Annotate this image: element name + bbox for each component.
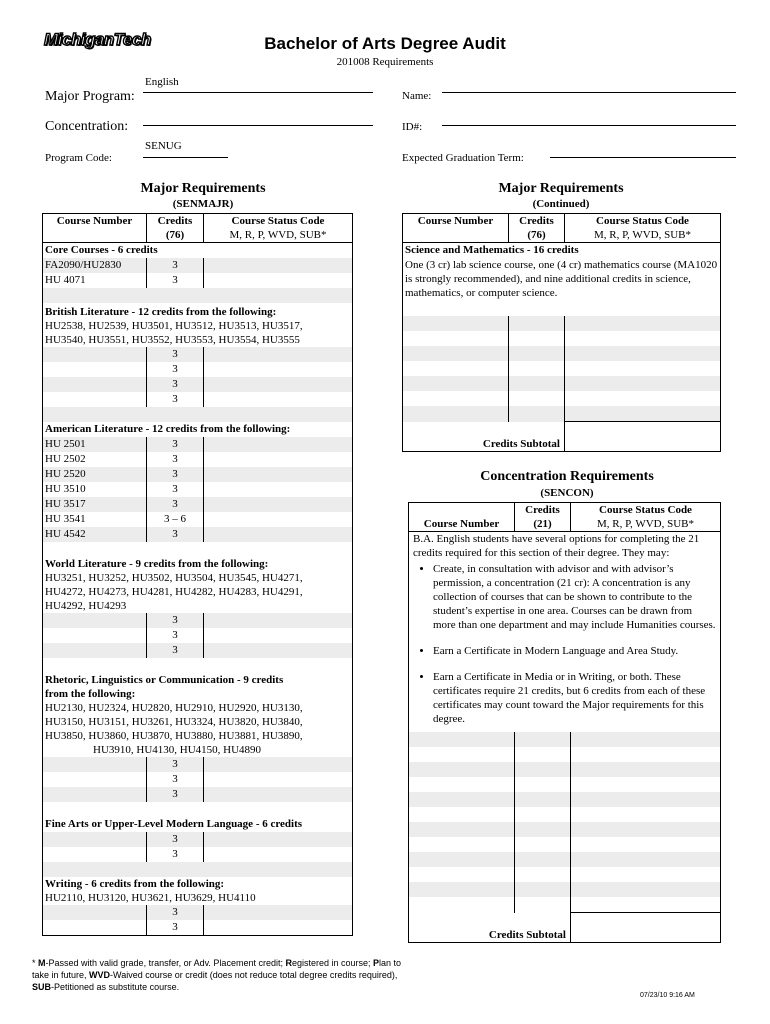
table-row[interactable]: [403, 361, 721, 376]
table-row[interactable]: [409, 837, 721, 852]
major-program-line[interactable]: [143, 92, 373, 93]
table-row[interactable]: [43, 920, 353, 936]
table-row[interactable]: [409, 882, 721, 897]
credits-total: (76): [165, 229, 185, 241]
credits: 3: [147, 772, 204, 787]
status-cell[interactable]: [204, 482, 353, 497]
document-title: Bachelor of Arts Degree Audit: [264, 34, 506, 53]
credits: 3: [147, 362, 204, 377]
grad-term-line[interactable]: [550, 157, 736, 158]
table-header: [403, 214, 721, 243]
status-cell[interactable]: [204, 643, 353, 658]
status-cell[interactable]: [204, 920, 353, 936]
credits-subtotal-field[interactable]: [565, 422, 721, 452]
world-lit-list: HU4272, HU4273, HU4281, HU4282, HU4283, HU4291,: [45, 586, 303, 598]
spacer: [43, 802, 353, 817]
concentration-requirements-table: [408, 502, 721, 943]
table-row[interactable]: [409, 762, 721, 777]
status-cell[interactable]: [571, 897, 721, 913]
credits: 3: [147, 273, 204, 288]
status-cell[interactable]: [565, 316, 721, 331]
status-cell[interactable]: [204, 847, 353, 862]
table-row[interactable]: [409, 822, 721, 837]
col-credits: [509, 214, 565, 243]
major-requirements-continued-title: Major Requirements: [498, 181, 624, 196]
table-row[interactable]: [409, 792, 721, 807]
status-cell[interactable]: [204, 258, 353, 273]
credits: 3: [147, 452, 204, 467]
status-cell[interactable]: [204, 832, 353, 847]
status-cell[interactable]: [571, 837, 721, 852]
course-number: FA2090/HU2830: [43, 258, 147, 273]
code-m: M: [38, 958, 46, 968]
credits: 3: [147, 628, 204, 643]
footnote-text: -Passed with valid grade, transfer, or Adv. Placement credit;: [45, 958, 286, 968]
status-cell[interactable]: [571, 792, 721, 807]
footnote-star: *: [32, 958, 39, 968]
status-cell[interactable]: [204, 628, 353, 643]
program-code-value: SENUG: [145, 140, 182, 152]
credits: 3: [147, 482, 204, 497]
table-row[interactable]: [409, 777, 721, 792]
table-row[interactable]: [409, 852, 721, 867]
table-row[interactable]: [409, 732, 721, 747]
spacer: [43, 658, 353, 673]
status-cell[interactable]: [571, 852, 721, 867]
rhetoric-list: HU3910, HU4130, HU4150, HU4890: [93, 744, 262, 756]
table-row[interactable]: [43, 467, 353, 482]
spacer: [43, 542, 353, 557]
course-number: HU 3517: [43, 497, 147, 512]
status-cell[interactable]: [204, 467, 353, 482]
rhetoric-list: HU2130, HU2324, HU2820, HU2910, HU2920, HU3130,: [45, 702, 303, 714]
credits-label: Credits: [157, 215, 193, 227]
course-number: HU 3541: [43, 512, 147, 527]
course-number: HU 2502: [43, 452, 147, 467]
status-cell[interactable]: [571, 882, 721, 897]
col-status: [204, 214, 353, 243]
col-credits: [515, 503, 571, 532]
credits-total: (21): [533, 518, 552, 530]
credits: 3: [147, 437, 204, 452]
status-cell[interactable]: [204, 613, 353, 628]
code-wvd: WVD: [89, 970, 111, 980]
program-code-line[interactable]: [143, 157, 228, 158]
status-codes: M, R, P, WVD, SUB*: [597, 518, 694, 530]
course-number: HU 4542: [43, 527, 147, 542]
table-row[interactable]: [403, 391, 721, 406]
table-row[interactable]: [403, 316, 721, 331]
table-row[interactable]: [43, 847, 353, 862]
world-lit-list: HU3251, HU3252, HU3502, HU3504, HU3545, HU4271,: [45, 572, 303, 584]
credits: 3: [147, 377, 204, 392]
fine-arts-title: Fine Arts or Upper-Level Modern Language - 6 credits: [43, 817, 353, 832]
status-codes: M, R, P, WVD, SUB*: [229, 229, 327, 241]
world-lit-title: World Literature - 9 credits from the following:: [45, 558, 269, 570]
status-cell[interactable]: [571, 762, 721, 777]
col-status: [565, 214, 721, 243]
table-row[interactable]: [43, 273, 353, 288]
course-number: HU 4071: [43, 273, 147, 288]
table-row[interactable]: [409, 867, 721, 882]
footnote-text: egistered in course;: [291, 958, 374, 968]
table-row[interactable]: [43, 628, 353, 643]
rhetoric-title: from the following:: [45, 688, 136, 700]
status-cell[interactable]: [565, 376, 721, 391]
table-row[interactable]: [43, 452, 353, 467]
science-math-title: Science and Mathematics - 16 credits: [403, 243, 721, 259]
credits: 3 – 6: [147, 512, 204, 527]
table-row[interactable]: [403, 406, 721, 422]
course-number: HU 2520: [43, 467, 147, 482]
concentration-option: • Earn a Certificate in Modern Language and Area Study.: [433, 644, 716, 658]
status-cell[interactable]: [204, 512, 353, 527]
status-label: Course Status Code: [596, 215, 689, 227]
table-row[interactable]: [43, 905, 353, 920]
rhetoric-list: HU3850, HU3860, HU3870, HU3880, HU3881, HU3890,: [45, 730, 303, 742]
credits: 3: [147, 347, 204, 362]
status-cell[interactable]: [571, 807, 721, 822]
credits: 3: [147, 787, 204, 802]
course-number: HU 2501: [43, 437, 147, 452]
status-cell[interactable]: [204, 347, 353, 362]
name-label: Name:: [402, 90, 432, 102]
spacer: [43, 288, 353, 303]
code-sub: SUB: [32, 982, 52, 992]
major-requirements-table: [42, 213, 353, 936]
code-r: R: [285, 958, 292, 968]
major-program-value: English: [145, 76, 179, 88]
status-cell[interactable]: [571, 732, 721, 747]
table-row[interactable]: [43, 527, 353, 542]
table-row[interactable]: [43, 613, 353, 628]
credits: 3: [147, 392, 204, 407]
spacer: [43, 862, 353, 877]
footnote-text: -Waived course or credit (does not reduce total degree credits required),: [110, 970, 398, 980]
writing-list: HU2110, HU3120, HU3621, HU3629, HU4110: [45, 892, 256, 904]
table-row[interactable]: [43, 787, 353, 802]
status-code-footnote: [32, 957, 410, 993]
credits: 3: [147, 920, 204, 936]
table-row[interactable]: [43, 772, 353, 787]
concentration-code: (SENCON): [540, 487, 594, 499]
science-math-description: One (3 cr) lab science course, one (4 cr) mathematics course (MA1020 is strongly recommended), and nine additional credits in science, mathematics, or computer science.: [403, 258, 721, 316]
table-row[interactable]: [43, 497, 353, 512]
rhetoric-list: HU3150, HU3151, HU3261, HU3324, HU3820, HU3840,: [45, 716, 303, 728]
table-row[interactable]: [43, 757, 353, 772]
table-row[interactable]: [409, 897, 721, 913]
status-cell[interactable]: [571, 777, 721, 792]
concentration-intro: B.A. English students have several options for completing the 21 credits required for this section of their degree. They may:: [409, 532, 721, 561]
col-credits: [147, 214, 204, 243]
status-cell[interactable]: [565, 406, 721, 422]
status-cell[interactable]: [204, 787, 353, 802]
status-cell[interactable]: [204, 392, 353, 407]
american-lit-title: American Literature - 12 credits from the following:: [43, 422, 353, 437]
col-status: [571, 503, 721, 532]
status-cell[interactable]: [204, 362, 353, 377]
credits-label: Credits: [525, 504, 560, 516]
status-cell[interactable]: [565, 346, 721, 361]
course-number: HU 3510: [43, 482, 147, 497]
table-row[interactable]: [43, 377, 353, 392]
table-row[interactable]: [43, 512, 353, 527]
col-course-number: Course Number: [409, 503, 515, 532]
status-cell[interactable]: [204, 527, 353, 542]
status-cell[interactable]: [204, 905, 353, 920]
table-row[interactable]: [409, 807, 721, 822]
table-header: [409, 503, 721, 532]
status-cell[interactable]: [571, 867, 721, 882]
program-code-label: Program Code:: [45, 152, 112, 164]
concentration-label: Concentration:: [45, 119, 129, 134]
major-requirements-code: (SENMAJR): [172, 198, 234, 210]
table-row[interactable]: [43, 437, 353, 452]
major-requirements-continued-table: [402, 213, 721, 452]
status-label: Course Status Code: [231, 215, 325, 227]
status-cell[interactable]: [204, 273, 353, 288]
michigan-tech-logo: MichiganTech: [44, 30, 151, 49]
credits-subtotal-field[interactable]: [571, 913, 721, 943]
credits: 3: [147, 757, 204, 772]
status-cell[interactable]: [204, 437, 353, 452]
table-row[interactable]: [43, 832, 353, 847]
table-row[interactable]: [43, 362, 353, 377]
british-lit-list: HU2538, HU2539, HU3501, HU3512, HU3513, HU3517,: [45, 320, 303, 332]
credits: 3: [147, 613, 204, 628]
col-course-number: Course Number: [403, 214, 509, 243]
grad-term-label: Expected Graduation Term:: [402, 152, 524, 164]
footnote-text: -Petitioned as substitute course.: [51, 982, 180, 992]
credits-subtotal-label: Credits Subtotal: [409, 913, 571, 943]
credits-total: (76): [527, 229, 546, 241]
concentration-option: • Create, in consultation with advisor and with advisor’s permission, a concentration (21 cr): A concentration is any collection of courses that can be shown to contribute to the student’s expertise in one area. Courses can be drawn from more than one department and may include Humanities courses.: [433, 562, 716, 632]
footnote-text: lan to take in future,: [32, 958, 402, 980]
id-label: ID#:: [402, 121, 423, 133]
british-lit-list: HU3540, HU3551, HU3552, HU3553, HU3554, HU3555: [45, 334, 300, 346]
status-cell[interactable]: [204, 497, 353, 512]
status-cell[interactable]: [571, 822, 721, 837]
document-subtitle: 201008 Requirements: [336, 56, 434, 68]
table-row[interactable]: [43, 347, 353, 362]
code-p: P: [373, 958, 380, 968]
core-courses-title: Core Courses - 6 credits: [43, 243, 353, 259]
table-row[interactable]: [43, 258, 353, 273]
print-timestamp: 07/23/10 9:16 AM: [640, 992, 695, 999]
concentration-line[interactable]: [143, 125, 373, 126]
table-row[interactable]: [403, 376, 721, 391]
major-requirements-title: Major Requirements: [140, 181, 266, 196]
table-row[interactable]: [43, 482, 353, 497]
spacer: [43, 407, 353, 422]
status-cell[interactable]: [571, 747, 721, 762]
credits: 3: [147, 258, 204, 273]
name-line[interactable]: [442, 92, 736, 93]
rhetoric-title: Rhetoric, Linguistics or Communication - 9 credits: [45, 674, 284, 686]
status-cell[interactable]: [204, 757, 353, 772]
status-cell[interactable]: [204, 772, 353, 787]
concentration-option: • Earn a Certificate in Media or in Writing, or both. These certificates require 21 credits, but 6 credits from each of these certificates may count toward the Major requirements for this degree.: [433, 670, 716, 726]
credits: 3: [147, 905, 204, 920]
id-line[interactable]: [442, 125, 736, 126]
world-lit-list: HU4292, HU4293: [45, 600, 127, 612]
credits: 3: [147, 527, 204, 542]
status-cell[interactable]: [565, 391, 721, 406]
credits: 3: [147, 643, 204, 658]
concentration-requirements-title: Concentration Requirements: [480, 469, 654, 484]
credits: 3: [147, 832, 204, 847]
status-cell[interactable]: [565, 361, 721, 376]
status-codes: M, R, P, WVD, SUB*: [594, 229, 691, 241]
credits: 3: [147, 467, 204, 482]
continued-label: (Continued): [532, 198, 590, 210]
credits-subtotal-label: Credits Subtotal: [403, 422, 565, 452]
writing-title: Writing - 6 credits from the following:: [45, 878, 225, 890]
status-cell[interactable]: [204, 377, 353, 392]
status-cell[interactable]: [565, 331, 721, 346]
credits: 3: [147, 847, 204, 862]
major-program-label: Major Program:: [45, 89, 135, 104]
status-label: Course Status Code: [599, 504, 692, 516]
status-cell[interactable]: [204, 452, 353, 467]
table-row[interactable]: [403, 331, 721, 346]
british-lit-title: British Literature - 12 credits from the following:: [45, 306, 277, 318]
credits-label: Credits: [519, 215, 554, 227]
credits: 3: [147, 497, 204, 512]
table-row[interactable]: [43, 392, 353, 407]
table-header: [43, 214, 353, 243]
col-course-number: Course Number: [43, 214, 147, 243]
table-row[interactable]: [403, 346, 721, 361]
table-row[interactable]: [409, 747, 721, 762]
table-row[interactable]: [43, 643, 353, 658]
